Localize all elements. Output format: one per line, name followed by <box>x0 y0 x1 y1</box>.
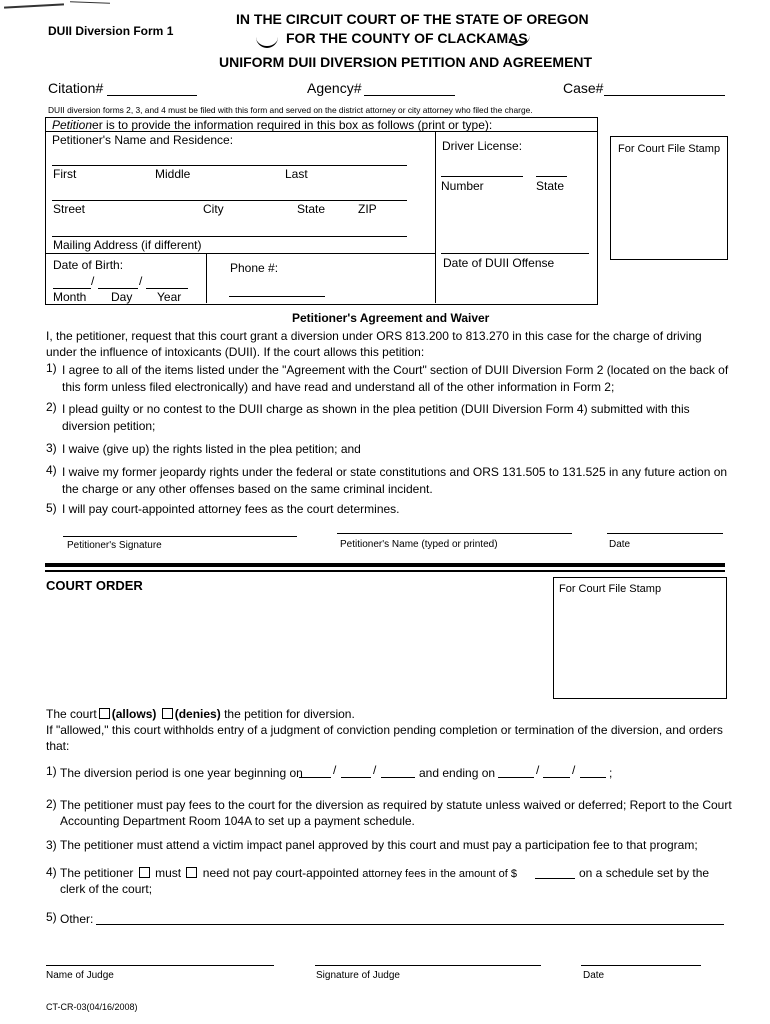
agreement-item-2-num: 2) <box>46 400 57 414</box>
agency-label: Agency# <box>307 80 362 96</box>
begin-slash-2: / <box>373 763 377 777</box>
top-scribble-2 <box>70 1 110 3</box>
other-label: Other: <box>60 912 94 926</box>
section-separator-thick <box>45 563 725 567</box>
offense-date-label: Date of DUII Offense <box>443 256 555 270</box>
agreement-item-4: I waive my former jeopardy rights under the federal or state constitutions and ORS 131.505 to 131.525 in any future action on the charge or any other offenses based on the same criminal incident. <box>62 465 728 496</box>
order-item-1-text: The diversion period is one year beginning on <box>60 766 303 780</box>
dl-state-field[interactable] <box>536 176 567 177</box>
form-code: CT-CR-03(04/16/2008) <box>46 1002 138 1012</box>
must-label: must <box>155 866 182 880</box>
form-name: DUII Diversion Form 1 <box>48 24 174 38</box>
driver-license-label: Driver License: <box>442 139 523 153</box>
dl-number-field[interactable] <box>441 176 523 177</box>
agreement-item-3: I waive (give up) the rights listed in the plea petition; and <box>62 442 361 456</box>
instruction-italic: Petition <box>52 118 93 132</box>
begin-day-field[interactable] <box>341 777 371 778</box>
end-day-field[interactable] <box>543 777 570 778</box>
court-post-text: the petition for diversion. <box>224 707 355 721</box>
order-item-4-schedule: on a schedule set by the <box>579 866 710 880</box>
order-item-5-num: 5) <box>46 910 57 924</box>
court-flourish-left <box>256 36 278 48</box>
mailing-field[interactable] <box>52 236 407 237</box>
dob-slash-1: / <box>91 274 95 288</box>
order-item-4-line <box>60 866 517 880</box>
petitioner-name-field[interactable] <box>337 533 572 534</box>
mailing-divider <box>46 253 435 254</box>
court-decision-line <box>46 707 355 721</box>
last-label: Last <box>285 167 308 181</box>
order-item-3-text: The petitioner must attend a victim impact panel approved by this court and must pay a participation fee to that program; <box>60 838 698 852</box>
agreement-item-1: I agree to all of the items listed under the "Agreement with the Court" section of DUII Diversion Form 2 (located on the back of this form unless filed electronically) and have read and understand all of the other information in Form 2; <box>62 363 729 394</box>
agreement-item-1-num: 1) <box>46 361 57 375</box>
order-item-2-num: 2) <box>46 797 57 811</box>
fees-amount-label: attorney fees in the amount of $ <box>362 868 517 880</box>
judge-signature-field[interactable] <box>315 965 541 966</box>
day-label: Day <box>111 290 133 304</box>
agreement-item-5-num: 5) <box>46 501 57 515</box>
state-label: State <box>297 202 326 216</box>
citation-label: Citation# <box>48 80 104 96</box>
box-instruction <box>52 118 492 132</box>
year-label: Year <box>157 290 182 304</box>
order-item-1-end: ; <box>609 766 613 780</box>
phone-label: Phone #: <box>230 261 279 275</box>
order-item-2-text: The petitioner must pay fees to the court for the diversion as required by statute unless waived or deferred; Report to the Court Accounting Department Room 104A to set up a payment schedule. <box>60 798 732 828</box>
judge-name-field[interactable] <box>46 965 274 966</box>
box-vertical-divider <box>435 132 436 303</box>
if-allowed-text: If "allowed," this court withholds entry of a judgment of conviction pending completion or termination of the diversion, and orders that: <box>46 723 723 753</box>
judge-name-label: Name of Judge <box>46 970 114 981</box>
zip-label: ZIP <box>358 202 377 216</box>
court-line-2: FOR THE COUNTY OF CLACKAMAS <box>286 30 528 46</box>
agreement-item-4-num: 4) <box>46 463 57 477</box>
mailing-label: Mailing Address (if different) <box>53 238 202 252</box>
end-slash-2: / <box>572 763 576 777</box>
need-not-checkbox[interactable] <box>186 867 197 878</box>
judge-signature-label: Signature of Judge <box>316 970 400 981</box>
other-field[interactable] <box>96 924 724 925</box>
middle-label: Middle <box>155 167 191 181</box>
dob-label: Date of Birth: <box>53 258 124 272</box>
end-year-field[interactable] <box>580 777 606 778</box>
phone-field[interactable] <box>229 296 325 297</box>
denies-label: (denies) <box>174 707 221 721</box>
month-label: Month <box>53 290 87 304</box>
dob-year-field[interactable] <box>146 288 188 289</box>
petitioner-name-label: Petitioner's Name (typed or printed) <box>340 539 498 550</box>
court-line-1: IN THE CIRCUIT COURT OF THE STATE OF OREGON <box>236 11 589 27</box>
agreement-intro: I, the petitioner, request that this court grant a diversion under ORS 813.200 to 813.270 in this case for the charge of driving under the influence of intoxicants (DUII). If the court allows this petition: <box>46 329 702 359</box>
order-item-4-pre: The petitioner <box>60 866 134 880</box>
citation-field[interactable] <box>107 95 197 96</box>
petitioner-date-field[interactable] <box>607 533 723 534</box>
section-separator-thin <box>45 570 725 572</box>
order-item-4-num: 4) <box>46 865 57 879</box>
form-title: UNIFORM DUII DIVERSION PETITION AND AGREEMENT <box>219 54 593 70</box>
street-label: Street <box>53 202 86 216</box>
agreement-item-3-num: 3) <box>46 441 57 455</box>
dob-slash-2: / <box>139 274 143 288</box>
end-month-field[interactable] <box>498 777 534 778</box>
city-label: City <box>203 202 224 216</box>
must-checkbox[interactable] <box>139 867 150 878</box>
court-file-stamp-label-1: For Court File Stamp <box>618 143 721 155</box>
offense-date-field[interactable] <box>441 253 589 254</box>
agreement-item-2: I plead guilty or no contest to the DUII charge as shown in the plea petition (DUII Diversion Form 4) submitted with this diversion petition; <box>62 402 690 433</box>
fees-amount-field[interactable] <box>535 878 575 879</box>
petitioner-date-label: Date <box>609 539 631 550</box>
name-residence-label: Petitioner's Name and Residence: <box>52 133 234 147</box>
judge-date-label: Date <box>583 970 605 981</box>
court-pre-text: The court <box>46 707 97 721</box>
order-item-3-num: 3) <box>46 838 57 852</box>
dob-month-field[interactable] <box>53 288 91 289</box>
court-order-heading: COURT ORDER <box>46 578 143 593</box>
filing-notice: DUII diversion forms 2, 3, and 4 must be filed with this form and served on the district attorney or city attorney who filed the charge. <box>48 105 533 115</box>
first-label: First <box>53 167 77 181</box>
court-file-stamp-label-2: For Court File Stamp <box>559 583 662 595</box>
order-item-1-num: 1) <box>46 764 57 778</box>
petitioner-signature-field[interactable] <box>63 536 297 537</box>
dl-state-label: State <box>536 179 565 193</box>
instruction-rest: er is to provide the information required in this box as follows (print or type): <box>92 118 493 132</box>
case-label: Case# <box>563 80 604 96</box>
begin-month-field[interactable] <box>299 777 331 778</box>
begin-slash-1: / <box>333 763 337 777</box>
allows-checkbox[interactable] <box>99 708 110 719</box>
agreement-item-5: I will pay court-appointed attorney fees as the court determines. <box>62 502 400 516</box>
case-field[interactable] <box>604 95 725 96</box>
order-item-1-ending: and ending on <box>419 766 496 780</box>
judge-date-field[interactable] <box>581 965 701 966</box>
denies-checkbox[interactable] <box>162 708 173 719</box>
court-file-stamp-box-2 <box>553 577 727 699</box>
need-not-label: need not pay court-appointed <box>202 866 359 880</box>
petitioner-signature-label: Petitioner's Signature <box>67 540 162 551</box>
order-item-4-clerk: clerk of the court; <box>60 882 153 896</box>
top-scribble <box>4 3 64 8</box>
agency-field[interactable] <box>364 95 455 96</box>
dl-number-label: Number <box>441 179 484 193</box>
allows-label: (allows) <box>111 707 157 721</box>
name-field[interactable] <box>52 165 407 166</box>
end-slash-1: / <box>536 763 540 777</box>
begin-year-field[interactable] <box>381 777 415 778</box>
dob-phone-divider <box>206 254 207 303</box>
street-field[interactable] <box>52 200 407 201</box>
dob-day-field[interactable] <box>98 288 138 289</box>
agreement-heading: Petitioner's Agreement and Waiver <box>292 311 490 325</box>
